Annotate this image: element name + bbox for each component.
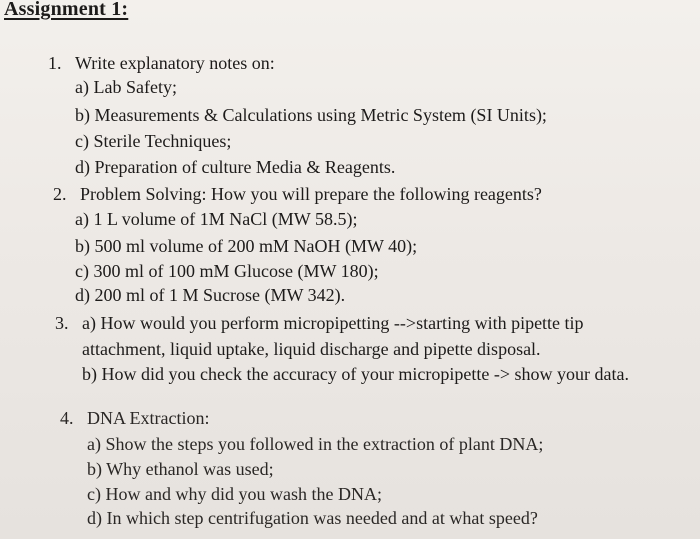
question-4-item-d: d) In which step centrifugation was needed and at what speed?	[87, 508, 538, 528]
question-2-item-d: d) 200 ml of 1 M Sucrose (MW 342).	[75, 285, 346, 305]
question-3-line-3: b) How did you check the accuracy of your micropipette -> show your data.	[82, 364, 629, 384]
question-1-item-a: a) Lab Safety;	[75, 77, 177, 97]
question-4-text: DNA Extraction:	[87, 408, 210, 428]
page-title: Assignment 1:	[4, 0, 129, 20]
question-4	[60, 406, 209, 430]
question-1	[48, 51, 275, 75]
question-2-item-c: c) 300 ml of 100 mM Glucose (MW 180);	[75, 261, 379, 281]
question-2	[53, 182, 542, 206]
question-3-number: 3.	[55, 313, 69, 333]
question-1-number: 1.	[48, 53, 62, 73]
question-1-item-c: c) Sterile Techniques;	[75, 131, 232, 151]
question-2-number: 2.	[53, 184, 67, 204]
question-4-item-c: c) How and why did you wash the DNA;	[87, 484, 382, 504]
question-4-number: 4.	[60, 408, 74, 428]
question-4-item-a: a) Show the steps you followed in the extraction of plant DNA;	[87, 434, 544, 454]
question-2-item-b: b) 500 ml volume of 200 mM NaOH (MW 40);	[75, 236, 418, 256]
question-2-text: Problem Solving: How you will prepare the following reagents?	[80, 184, 542, 204]
question-1-item-d: d) Preparation of culture Media & Reagents.	[75, 157, 396, 177]
question-4-item-b: b) Why ethanol was used;	[87, 459, 274, 479]
question-1-text: Write explanatory notes on:	[75, 53, 275, 73]
question-1-item-b: b) Measurements & Calculations using Metric System (SI Units);	[75, 105, 547, 125]
question-3-line-2: attachment, liquid uptake, liquid discharge and pipette disposal.	[82, 339, 541, 359]
question-3-line-1: a) How would you perform micropipetting -->starting with pipette tip	[82, 313, 584, 333]
question-3	[55, 311, 584, 335]
question-2-item-a: a) 1 L volume of 1M NaCl (MW 58.5);	[75, 209, 358, 229]
